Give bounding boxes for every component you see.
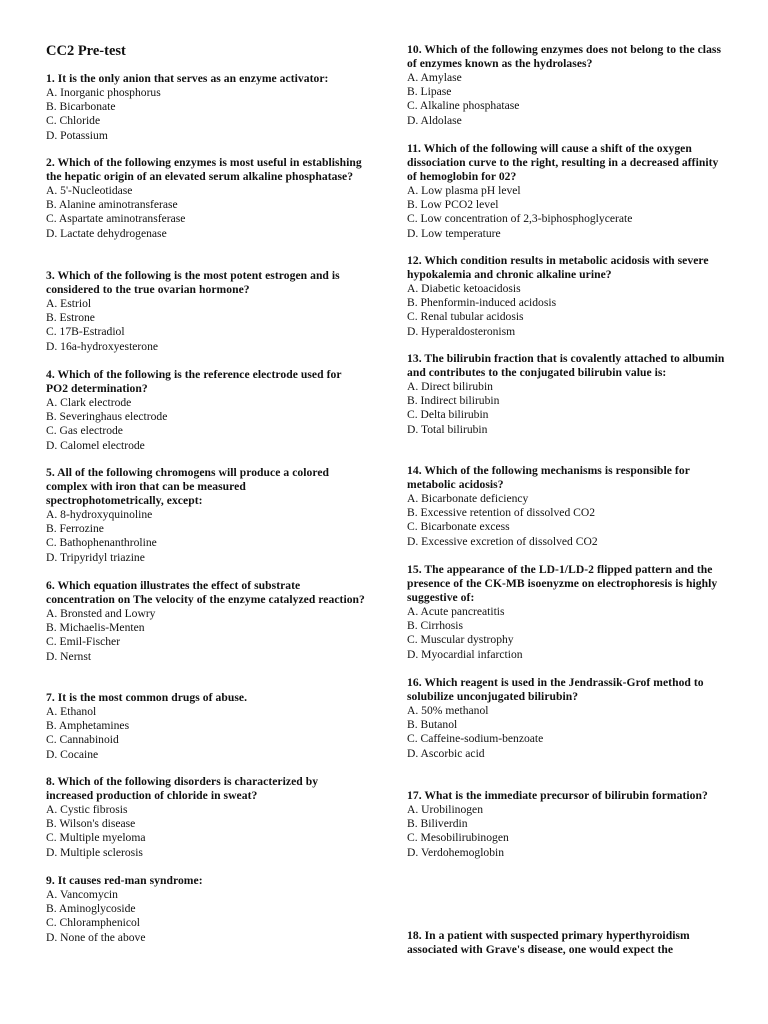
question-text: 18. In a patient with suspected primary hyperthyroidism associated with Grave's disease, one would expect the xyxy=(407,929,690,956)
question-text: 10. Which of the following enzymes does not belong to the class of enzymes known as the hydrolases? xyxy=(407,43,722,70)
answer-option: A. Estriol xyxy=(46,297,92,310)
answer-option: C. Bicarbonate excess xyxy=(407,520,510,534)
answer-option: D. Aldolase xyxy=(407,113,462,127)
answer-option: A. 5'-Nucleotidase xyxy=(46,184,133,197)
answer-option: D. 16a-hydroxyesterone xyxy=(46,339,159,353)
question-block xyxy=(46,269,366,354)
question-block xyxy=(46,156,366,241)
question-block xyxy=(46,579,366,664)
question-block xyxy=(407,929,727,957)
answer-option: C. Chloramphenicol xyxy=(46,916,141,930)
answer-option: D. Low temperature xyxy=(407,226,501,240)
answer-option: B. Phenformin-induced acidosis xyxy=(407,296,557,310)
answer-option: D. Myocardial infarction xyxy=(407,647,523,661)
answer-option: A. Direct bilirubin xyxy=(407,380,493,393)
question-block xyxy=(46,368,366,453)
answer-option: A. Ethanol xyxy=(46,705,97,718)
question-block xyxy=(407,43,727,128)
answer-option: C. Multiple myeloma xyxy=(46,831,146,845)
question-block xyxy=(407,142,727,241)
answer-option: A. Bicarbonate deficiency xyxy=(407,492,529,505)
question-block xyxy=(407,676,727,761)
question-text: 2. Which of the following enzymes is most useful in establishing the hepatic origin of an elevated serum alkaline phosphatase? xyxy=(46,156,362,183)
answer-option: B. Amphetamines xyxy=(46,719,130,733)
question-block xyxy=(407,464,727,549)
answer-option: A. Vancomycin xyxy=(46,888,118,901)
answer-option: B. Wilson's disease xyxy=(46,817,136,831)
question-text: 16. Which reagent is used in the Jendrassik-Grof method to solubilize unconjugated bilirubin? xyxy=(407,676,704,703)
answer-option: B. Ferrozine xyxy=(46,522,104,536)
question-text: 17. What is the immediate precursor of bilirubin formation? xyxy=(407,789,708,802)
question-block xyxy=(407,563,727,662)
answer-option: D. Calomel electrode xyxy=(46,438,145,452)
answer-option: D. Nernst xyxy=(46,649,92,663)
answer-option: A. 8-hydroxyquinoline xyxy=(46,508,153,521)
question-block xyxy=(46,874,366,945)
answer-option: A. Diabetic ketoacidosis xyxy=(407,282,521,295)
answer-option: A. 50% methanol xyxy=(407,704,489,717)
question-block xyxy=(46,691,366,762)
answer-option: A. Clark electrode xyxy=(46,396,132,409)
question-text: 9. It causes red-man syndrome: xyxy=(46,874,203,887)
answer-option: D. Verdohemoglobin xyxy=(407,845,505,859)
answer-option: B. Lipase xyxy=(407,85,452,99)
answer-option: C. Muscular dystrophy xyxy=(407,633,514,647)
page-title: CC2 Pre-test xyxy=(46,43,126,59)
answer-option: C. Bathophenanthroline xyxy=(46,536,157,550)
answer-option: B. Cirrhosis xyxy=(407,619,464,633)
answer-option: B. Estrone xyxy=(46,311,95,325)
answer-option: B. Butanol xyxy=(407,718,458,732)
answer-option: C. Aspartate aminotransferase xyxy=(46,212,186,226)
question-text: 7. It is the most common drugs of abuse. xyxy=(46,691,248,704)
question-block xyxy=(407,254,727,339)
question-block xyxy=(46,466,366,565)
answer-option: A. Cystic fibrosis xyxy=(46,803,128,816)
answer-option: B. Excessive retention of dissolved CO2 xyxy=(407,506,596,520)
answer-option: C. Cannabinoid xyxy=(46,733,119,747)
answer-option: D. Multiple sclerosis xyxy=(46,845,143,859)
answer-option: B. Severinghaus electrode xyxy=(46,410,168,424)
answer-option: D. None of the above xyxy=(46,930,146,944)
answer-option: C. Gas electrode xyxy=(46,424,123,438)
question-text: 3. Which of the following is the most potent estrogen and is considered to the true ovarian hormone? xyxy=(46,269,340,296)
answer-option: D. Cocaine xyxy=(46,747,99,761)
answer-option: C. 17B-Estradiol xyxy=(46,325,125,339)
question-text: 8. Which of the following disorders is characterized by increased production of chloride in sweat? xyxy=(46,775,319,802)
answer-option: B. Biliverdin xyxy=(407,817,468,831)
answer-option: B. Bicarbonate xyxy=(46,100,116,114)
answer-option: C. Low concentration of 2,3-biphosphoglycerate xyxy=(407,212,633,226)
answer-option: C. Emil-Fischer xyxy=(46,635,121,649)
answer-option: B. Low PCO2 level xyxy=(407,198,499,212)
answer-option: D. Tripyridyl triazine xyxy=(46,550,145,564)
question-block xyxy=(407,789,727,860)
answer-option: D. Total bilirubin xyxy=(407,422,488,436)
answer-option: A. Low plasma pH level xyxy=(407,184,521,197)
question-block xyxy=(46,775,366,860)
answer-option: B. Aminoglycoside xyxy=(46,902,136,916)
question-text: 14. Which of the following mechanisms is responsible for metabolic acidosis? xyxy=(407,464,690,491)
answer-option: B. Michaelis-Menten xyxy=(46,621,145,635)
answer-option: C. Chloride xyxy=(46,114,101,128)
answer-option: C. Delta bilirubin xyxy=(407,408,489,422)
question-text: 12. Which condition results in metabolic acidosis with severe hypokalemia and chronic alkaline urine? xyxy=(407,254,709,281)
answer-option: D. Lactate dehydrogenase xyxy=(46,226,167,240)
question-text: 13. The bilirubin fraction that is covalently attached to albumin and contributes to the conjugated bilirubin value is: xyxy=(407,352,725,379)
answer-option: D. Ascorbic acid xyxy=(407,746,485,760)
answer-option: C. Alkaline phosphatase xyxy=(407,99,520,113)
answer-option: A. Acute pancreatitis xyxy=(407,605,505,618)
question-text: 11. Which of the following will cause a shift of the oxygen dissociation curve to the right, resulting in a decreased affinity of hemoglobin for 02? xyxy=(407,142,719,183)
question-text: 6. Which equation illustrates the effect of substrate concentration on The velocity of the enzyme catalyzed reaction? xyxy=(46,579,365,606)
answer-option: D. Excessive excretion of dissolved CO2 xyxy=(407,534,598,548)
answer-option: A. Bronsted and Lowry xyxy=(46,607,156,620)
answer-option: C. Renal tubular acidosis xyxy=(407,310,524,324)
answer-option: C. Mesobilirubinogen xyxy=(407,831,509,845)
question-block xyxy=(46,72,366,143)
question-block xyxy=(407,352,727,437)
answer-option: D. Potassium xyxy=(46,128,108,142)
question-text: 5. All of the following chromogens will produce a colored complex with iron that can be measured spectrophotometrically, except: xyxy=(46,466,330,507)
answer-option: A. Inorganic phosphorus xyxy=(46,86,161,99)
answer-option: D. Hyperaldosteronism xyxy=(407,324,516,338)
answer-option: A. Urobilinogen xyxy=(407,803,483,816)
question-text: 1. It is the only anion that serves as an enzyme activator: xyxy=(46,72,329,85)
answer-option: A. Amylase xyxy=(407,71,462,84)
answer-option: C. Caffeine-sodium-benzoate xyxy=(407,732,544,746)
answer-option: B. Indirect bilirubin xyxy=(407,394,500,408)
question-text: 4. Which of the following is the reference electrode used for PO2 determination? xyxy=(46,368,342,395)
question-text: 15. The appearance of the LD-1/LD-2 flipped pattern and the presence of the CK-MB isoenyzme on electrophoresis is highly suggestive of: xyxy=(407,563,718,604)
answer-option: B. Alanine aminotransferase xyxy=(46,198,178,212)
